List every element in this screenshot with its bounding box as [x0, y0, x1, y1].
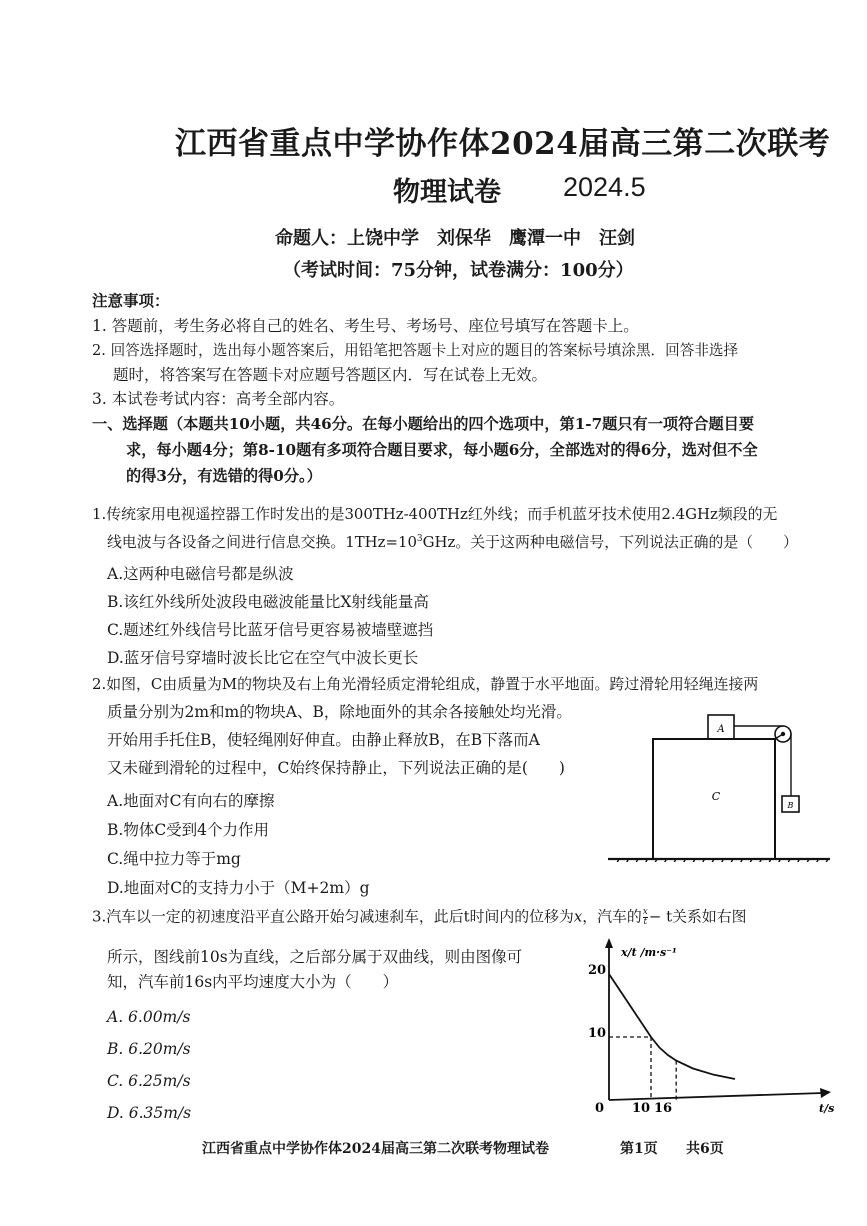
q1-stem-exponent: 3 [416, 534, 423, 544]
q1-option-a[interactable]: A.这两种电磁信号都是纵波 [107, 565, 294, 583]
block-b-label: B [787, 801, 794, 810]
q1-option-c[interactable]: C.题述红外线信号比蓝牙信号更容易被墙壁遮挡 [107, 621, 434, 639]
series-line [609, 974, 735, 1079]
q3-option-a[interactable]: A. 6.00m/s [107, 1008, 191, 1026]
block-a-label: A [717, 724, 725, 735]
note-item: 1. 答题前，考生务必将自己的姓名、考生号、考场号、座位号填写在答题卡上。 [92, 317, 639, 335]
q3-stem-part: ，汽车的 [582, 907, 642, 926]
q1-option-b[interactable]: B.该红外线所处波段电磁波能量比X射线能量高 [107, 593, 429, 611]
q3-stem-part: − t关系如右图 [648, 907, 747, 926]
q1-stem-part: GHz。关于这两种电磁信号，下列说法正确的是（ ） [422, 533, 798, 551]
q3-fraction [643, 908, 648, 927]
x-axis-arrow [820, 1088, 831, 1098]
q3-fraction-den: t [643, 917, 648, 927]
y-tick-label: 10 [588, 1026, 607, 1041]
pulley-diagram [608, 712, 838, 862]
y-axis-arrow [605, 938, 613, 948]
q3-fraction-num: x [642, 907, 648, 917]
q2-stem: 2.如图，C由质量为M的物块及右上角光滑轻质定滑轮组成，静置于水平地面。跨过滑轮用轻绳连接两 [92, 675, 759, 693]
q1-option-d[interactable]: D.蓝牙信号穿墙时波长比它在空气中波长更长 [107, 649, 419, 667]
exam-title: 江西省重点中学协作体2024届高三第二次联考 [175, 126, 831, 162]
q2-stem: 质量分别为2m和m的物块A、B，除地面外的其余各接触处均光滑。 [107, 703, 572, 721]
xt-t-graph [585, 932, 840, 1122]
section-heading: 一、选择题（本题共10小题，共46分。在每小题给出的四个选项中，第1-7题只有一项符合题目要 [92, 415, 755, 433]
exam-subtitle: 物理试卷 [393, 177, 501, 208]
q3-stem: 知，汽车前16s内平均速度大小为（ ） [107, 973, 399, 991]
q3-stem-part: 3.汽车以一定的初速度沿平直公路开始匀减速刹车，此后t时间内的位移为 [92, 907, 574, 926]
q1-stem [107, 535, 798, 550]
x-tick-label: 16 [654, 1101, 673, 1116]
footer-page: 第1页 [620, 1141, 658, 1157]
footer-total: 共6页 [686, 1141, 724, 1157]
q2-option-c[interactable]: C.绳中拉力等于mg [107, 850, 241, 868]
x-axis-label: t/s [819, 1102, 835, 1115]
origin-label: 0 [595, 1101, 605, 1116]
notes-heading: 注意事项： [92, 291, 170, 310]
q2-stem: 开始用手托住B，使轻绳刚好伸直。由静止释放B，在B下落而A [107, 731, 540, 749]
exam-date: 2024.5 [563, 172, 646, 202]
q3-stem: 所示，图线前10s为直线，之后部分属于双曲线，则由图像可 [107, 948, 523, 966]
note-item: 3. 本试卷考试内容：高考全部内容。 [92, 390, 345, 408]
x-axis [609, 1093, 823, 1100]
section-heading: 求，每小题4分；第8-10题有多项符合题目要求，每小题6分，全部选对的得6分，选对但不全 [126, 441, 758, 459]
block-c-label: C [711, 790, 721, 803]
y-axis-label: x/t /m·s⁻¹ [621, 946, 677, 959]
note-item: 2. 回答选择题时，选出每小题答案后，用铅笔把答题卡上对应的题目的答案标号填涂黑．回答非选择 [92, 342, 739, 359]
y-tick-label: 20 [588, 963, 607, 978]
q2-option-a[interactable]: A.地面对C有向右的摩擦 [107, 792, 275, 810]
q3-stem-variable: x [573, 907, 583, 926]
q3-option-d[interactable]: D. 6.35m/s [107, 1104, 192, 1122]
q2-stem: 又未碰到滑轮的过程中，C始终保持静止，下列说法正确的是( ) [107, 759, 565, 777]
x-tick-label: 10 [632, 1101, 651, 1116]
exam-authors: 命题人：上饶中学 刘保华 鹰潭一中 汪剑 [275, 228, 635, 249]
q2-option-d[interactable]: D.地面对C的支持力小于（M+2m）g [107, 879, 370, 897]
section-heading: 的得3分，有选错的得0分。） [126, 467, 322, 485]
q3-option-c[interactable]: C. 6.25m/s [107, 1072, 191, 1090]
q3-stem [92, 908, 747, 927]
exam-info: （考试时间：75分钟，试卷满分：100分） [283, 260, 634, 281]
note-item: 题时，将答案写在答题卡对应题号答题区内．写在试卷上无效。 [113, 366, 548, 384]
q1-stem-part: 线电波与各设备之间进行信息交换。1THz=10 [107, 533, 417, 551]
q1-stem: 1.传统家用电视遥控器工作时发出的是300THz-400THz红外线；而手机蓝牙技术使用2.4GHz频段的无 [92, 505, 778, 523]
footer-text: 江西省重点中学协作体2024届高三第二次联考物理试卷 [202, 1141, 549, 1157]
q3-option-b[interactable]: B. 6.20m/s [107, 1040, 191, 1058]
q2-option-b[interactable]: B.物体C受到4个力作用 [107, 821, 270, 839]
ground [608, 859, 830, 862]
